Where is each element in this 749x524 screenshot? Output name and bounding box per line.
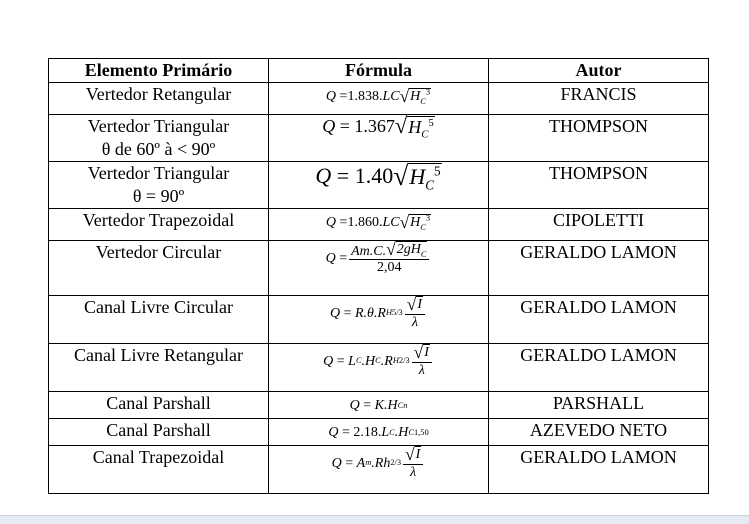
author-cell: GERALDO LAMON (489, 344, 709, 392)
element-cell: Vertedor Retangular (49, 83, 269, 115)
formula-cell (269, 83, 489, 115)
author-cell: CIPOLETTI (489, 209, 709, 241)
table-row (49, 83, 709, 115)
author-cell: THOMPSON (489, 115, 709, 162)
author-cell: PARSHALL (489, 392, 709, 419)
element-cell: Vertedor Circular (49, 241, 269, 296)
formula-cell (269, 162, 489, 209)
header-formula: Fórmula (269, 59, 489, 83)
formula-cell (269, 209, 489, 241)
formula: Q = 1.838. LC √ $H_C^3$ (325, 85, 431, 106)
header-row (49, 59, 709, 83)
formula-cell (269, 446, 489, 494)
formula: Q = 1.40 √ $H_C^5$ (315, 161, 441, 193)
header-author: Autor (489, 59, 709, 83)
formula: Q = K.H C n (349, 398, 408, 413)
table-row (49, 344, 709, 392)
author-cell: FRANCIS (489, 83, 709, 115)
author-cell: GERALDO LAMON (489, 241, 709, 296)
table-row (49, 115, 709, 162)
author-cell: THOMPSON (489, 162, 709, 209)
header-element: Elemento Primário (49, 59, 269, 83)
formula: Q = R.θ.R H 5/3 √ I λ (330, 296, 427, 331)
element-cell: Canal Parshall (49, 392, 269, 419)
table-row (49, 446, 709, 494)
element-cell: Canal Livre Retangular (49, 344, 269, 392)
table-row (49, 296, 709, 344)
formula: Q = 1.367 √ $H_C^5$ (322, 114, 434, 141)
author-cell: AZEVEDO NETO (489, 419, 709, 446)
author-cell: GERALDO LAMON (489, 446, 709, 494)
table-row (49, 392, 709, 419)
element-cell: Canal Livre Circular (49, 296, 269, 344)
formula: Q = A m .Rh 2/3 √ I λ (332, 446, 426, 481)
table-row (49, 241, 709, 296)
table-row (49, 162, 709, 209)
formula-cell (269, 419, 489, 446)
formula-cell (269, 392, 489, 419)
table-row (49, 209, 709, 241)
formula: Q = L C .H C .R H 2/3 √ I λ (323, 344, 434, 379)
element-cell: Canal Trapezoidal (49, 446, 269, 494)
formula-cell (269, 296, 489, 344)
formula: Q = 2.18. L C .H C 1,50 (328, 425, 429, 440)
element-cell: Vertedor Trapezoidal (49, 209, 269, 241)
formula-cell (269, 241, 489, 296)
element-cell: Vertedor Triangular θ = 90º (49, 162, 269, 209)
table-row (49, 419, 709, 446)
formula: Q = Am.C. √ $2gH_C$ 2,04 (326, 241, 432, 276)
element-cell: Canal Parshall (49, 419, 269, 446)
formula-cell (269, 115, 489, 162)
author-cell: GERALDO LAMON (489, 296, 709, 344)
formula: Q = 1.860. LC √ $H_C^3$ (325, 211, 431, 232)
formula-cell (269, 344, 489, 392)
flow-formulas-table (48, 58, 709, 494)
element-cell: Vertedor Triangular θ de 60º à < 90º (49, 115, 269, 162)
